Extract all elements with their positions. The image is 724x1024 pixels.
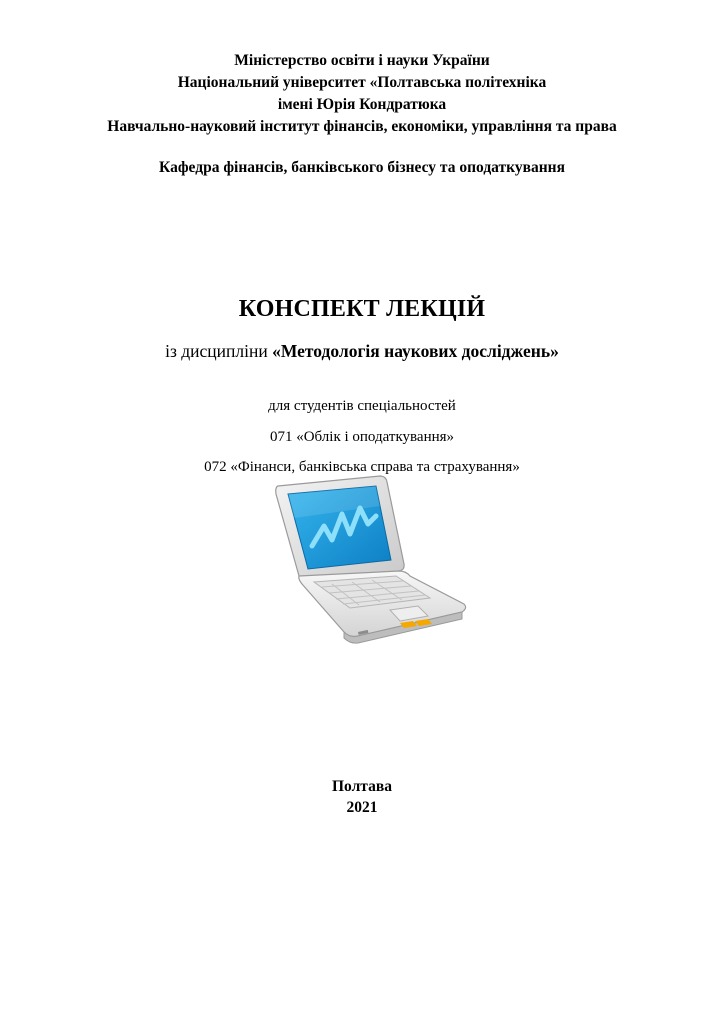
institute-line: Навчально-науковий інститут фінансів, економіки, управління та права (107, 118, 617, 135)
year-line: 2021 (346, 799, 378, 816)
laptop-icon (272, 474, 468, 644)
university-line: Національний університет «Полтавська політехніка (177, 74, 547, 91)
discipline-line (0, 341, 724, 362)
city-line: Полтава (332, 778, 392, 795)
specialty-071: 071 «Облік і оподаткування» (269, 429, 455, 445)
audience-intro: для студентів спеціальностей (268, 398, 456, 414)
department-line: Кафедра фінансів, банківського бізнесу та оподаткування (159, 159, 565, 176)
discipline-name: «Методологія наукових досліджень» (272, 341, 559, 361)
named-after-line: імені Юрія Кондратюка (277, 96, 447, 113)
discipline-prefix: із дисципліни (165, 341, 273, 361)
specialty-072: 072 «Фінанси, банківська справа та страхування» (204, 459, 520, 475)
document-title: КОНСПЕКТ ЛЕКЦІЙ (238, 296, 486, 322)
ministry-line: Міністерство освіти і науки України (234, 52, 490, 69)
